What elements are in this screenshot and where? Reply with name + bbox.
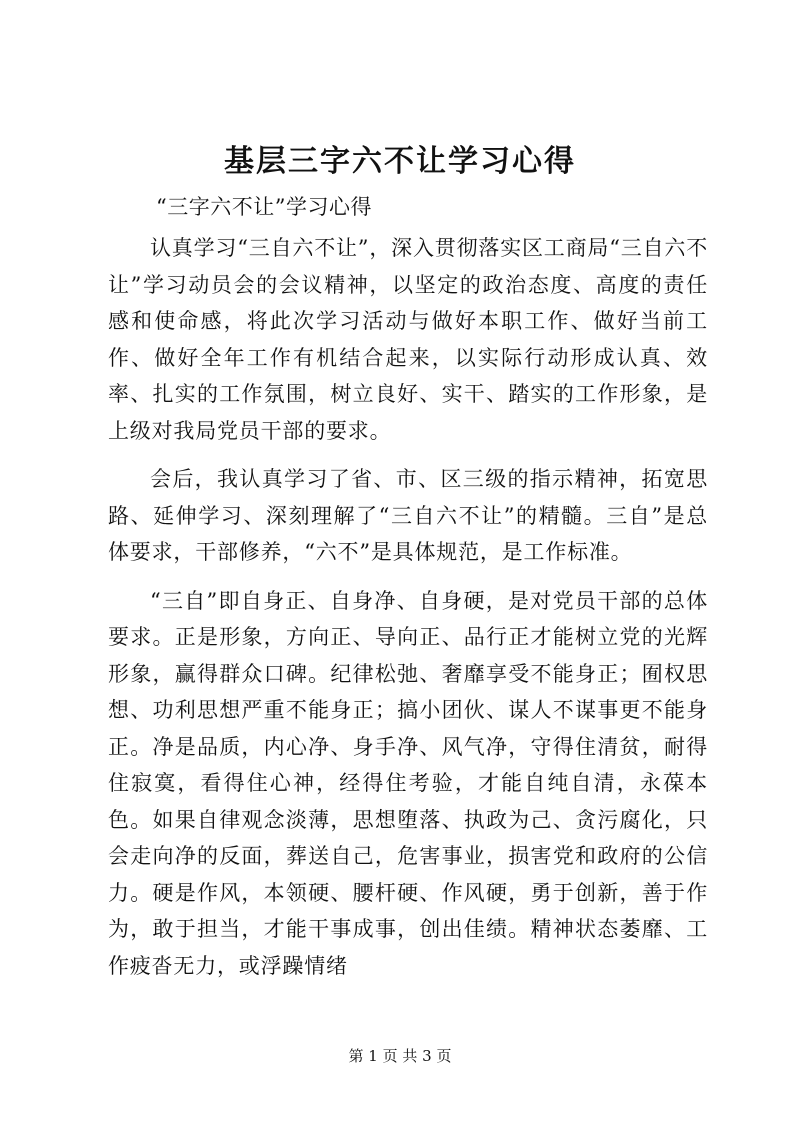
document-subtitle: “三字六不让”学习心得 — [156, 195, 372, 219]
document-body — [108, 230, 708, 996]
page-footer: 第 1 页 共 3 页 — [348, 1047, 452, 1065]
paragraph-3: “三自”即自身正、自身净、自身硬，是对党员干部的总体要求。正是形象，方向正、导向正、品行正才能树立党的光辉形象，赢得群众口碑。纪律松弛、奢靡享受不能身正；囿权思想、功利思想严重不能身正；搞小团伙、谋人不谋事更不能身正。净是品质，内心净、身手净、风气净，守得住清贫，耐得住寂寞，看得住心神，经得住考验，才能自纯自清，永葆本色。如果自律观念淡薄，思想堕落、执政为己、贪污腐化，只会走向净的反面，葬送自己，危害事业，损害党和政府的公信力。硬是作风，本领硬、腰杆硬、作风硬，勇于创新，善于作为，敢于担当，才能干事成事，创出佳绩。精神状态萎靡、工作疲沓无力，或浮躁情绪 — [108, 588, 708, 978]
paragraph-1: 认真学习“三自六不让”，深入贯彻落实区工商局“三自六不让”学习动员会的会议精神，以坚定的政治态度、高度的责任感和使命感，将此次学习活动与做好本职工作、做好当前工作、做好全年工作有机结合起来，以实际行动形成认真、效率、扎实的工作氛围，树立良好、实干、踏实的工作形象，是上级对我局党员干部的要求。 — [108, 236, 708, 443]
paragraph-2: 会后，我认真学习了省、市、区三级的指示精神，拓宽思路、延伸学习、深刻理解了“三自六不让”的精髓。三自”是总体要求，干部修养，“六不”是具体规范，是工作标准。 — [108, 467, 708, 564]
document-title: 基层三字六不让学习心得 — [224, 144, 576, 179]
